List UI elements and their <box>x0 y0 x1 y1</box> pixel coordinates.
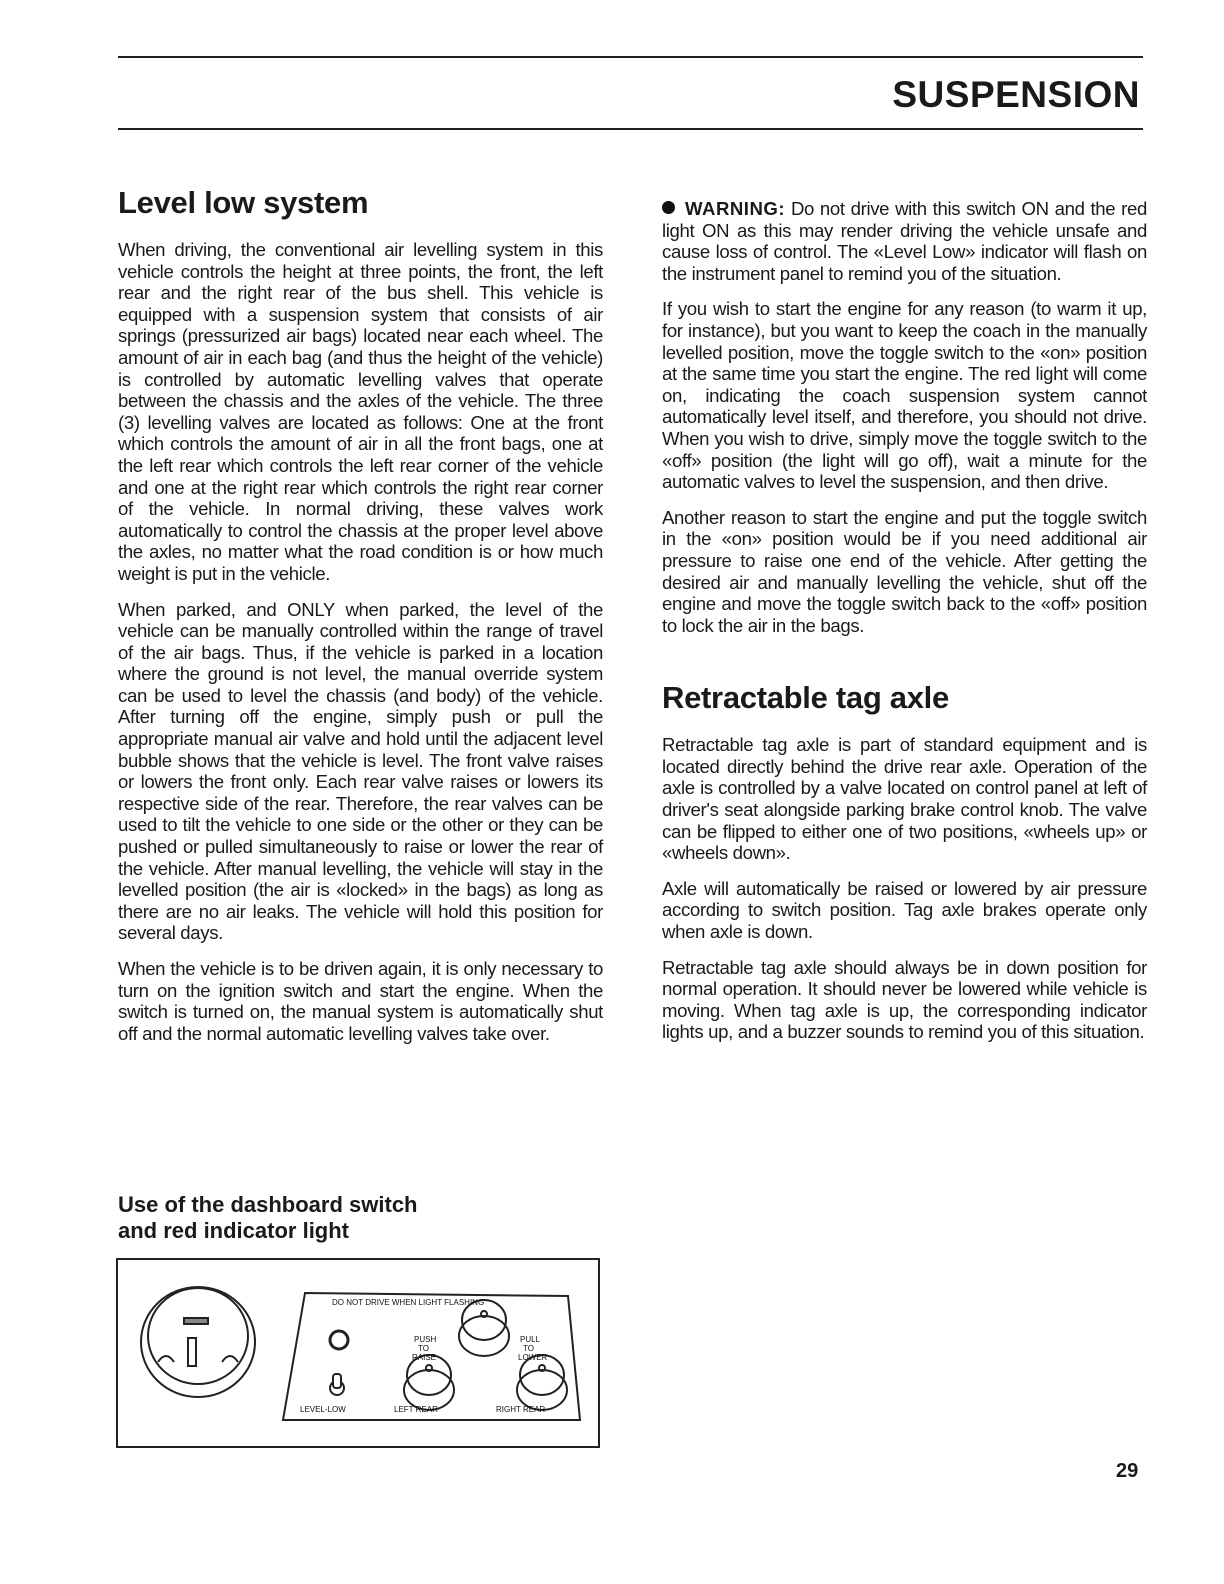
front-valve-knob-icon <box>459 1300 509 1356</box>
diagram-lower-label: LOWER <box>518 1353 548 1362</box>
right-rear-label: RIGHT REAR <box>496 1405 546 1414</box>
page-number: 29 <box>1116 1460 1139 1482</box>
level-gauge-icon <box>141 1287 255 1397</box>
paragraph: Axle will automatically be raised or lowered by air pressure according to switch position. Tag axle brakes operate only when axle is down. <box>662 877 1147 943</box>
level-low-label: LEVEL-LOW <box>300 1405 346 1414</box>
right-column <box>662 198 1147 1057</box>
level-low-heading: Level low system <box>118 185 369 220</box>
dashboard-switch-subheading <box>118 1192 418 1244</box>
dashboard-illustration <box>118 1260 598 1446</box>
toggle-switch-icon <box>330 1374 344 1395</box>
diagram-warning-label: DO NOT DRIVE WHEN LIGHT FLASHING <box>332 1298 485 1307</box>
paragraph: When the vehicle is to be driven again, it is only necessary to turn on the ignition switch and start the engine. When the switch is turned on, the manual system is automatically shut off and the normal automatic levelling valves take over. <box>118 958 603 1044</box>
warning-text: Do not drive with this switch ON and the red light ON as this may render driving the vehicle unsafe and cause loss of control. The «Level Low» indicator will flash on the instrument panel to remind you of the situation. <box>662 198 1147 284</box>
right-rear-valve-knob-icon <box>517 1355 567 1410</box>
diagram-raise-label: RAISE <box>412 1353 437 1362</box>
left-rear-valve-knob-icon <box>404 1355 454 1410</box>
section-title: SUSPENSION <box>892 74 1140 115</box>
diagram-push-label: PUSH <box>414 1335 437 1344</box>
left-rear-label: LEFT REAR <box>394 1405 438 1414</box>
dashboard-diagram <box>116 1258 600 1448</box>
bullet-icon <box>662 201 675 214</box>
left-column <box>118 185 603 1058</box>
diagram-pull-label: PULL <box>520 1335 541 1344</box>
paragraph: If you wish to start the engine for any reason (to warm it up, for instance), but you want to keep the coach in the manually levelled position, move the toggle switch to the «on» position at the same time you start the engine. The red light will come on, indicating the coach suspension system cannot automatically level itself, and therefore, you should not drive. When you wish to drive, simply move the toggle switch to the «off» position (the light will go off), wait a minute for the automatic valves to level the suspension, and then drive. <box>662 298 1147 493</box>
top-rule <box>118 56 1143 58</box>
paragraph: Retractable tag axle is part of standard equipment and is located directly behind the drive rear axle. Operation of the axle is controlled by a valve located on control panel at left of driver's seat alongside parking brake control knob. The valve can be flipped to either one of two positions, «wheels up» or «wheels down». <box>662 734 1147 864</box>
warning-label: WARNING: <box>685 198 786 219</box>
paragraph: When parked, and ONLY when parked, the level of the vehicle can be manually controlled within the range of travel of the air bags. Thus, if the vehicle is parked in a location where the ground is not level, the manual override system can be used to level the chassis (and body) of the vehicle. After turning off the engine, simply push or pull the appropriate manual air valve and hold until the adjacent level bubble shows that the vehicle is level. The front valve raises or lowers the front only. Each rear valve raises or lowers its respective side of the rear. Therefore, the rear valves can be used to tilt the vehicle to one side or the other or they can be pushed or pulled simultaneously to raise or lower the rear of the vehicle. After manual levelling, the vehicle will stay in the levelled position (the air is «locked» in the bags) as long as there are no air leaks. The vehicle will hold this position for several days. <box>118 598 603 944</box>
paragraph: Another reason to start the engine and put the toggle switch in the «on» position would be if you need additional air pressure to raise one end of the vehicle. After getting the desired air and manually levelling the vehicle, shut off the engine and move the toggle switch back to the «off» position to lock the air in the bags. <box>662 506 1147 636</box>
tag-axle-heading: Retractable tag axle <box>662 680 949 716</box>
paragraph: Retractable tag axle should always be in down position for normal operation. It should never be lowered while vehicle is moving. When tag axle is up, the corresponding indicator lights up, and a buzzer sounds to remind you of this situation. <box>662 956 1147 1043</box>
subheading-line: Use of the dashboard switch <box>118 1192 418 1217</box>
diagram-to-label: TO <box>523 1344 534 1353</box>
diagram-to-label: TO <box>418 1344 429 1353</box>
paragraph: When driving, the conventional air levelling system in this vehicle controls the height at three points, the front, the left rear and the right rear of the bus shell. This vehicle is equipped with a suspension system that consists of air springs (pressurized air bags) located near each wheel. The amount of air in each bag (and thus the height of the vehicle) is controlled by automatic levelling valves that operate between the chassis and the axles of the vehicle. The three (3) levelling valves are located as follows: One at the front which controls the amount of air in all the front bags, one at the left rear which controls the left rear corner of the vehicle and one at the right rear which controls the right rear corner of the vehicle. In normal driving, these valves work automatically to control the chassis at the proper level above the axles, no matter what the road condition is or how much weight is put in the vehicle. <box>118 239 603 584</box>
header-rule <box>118 128 1143 130</box>
subheading-line: and red indicator light <box>118 1218 350 1243</box>
warning-paragraph <box>662 198 1147 284</box>
